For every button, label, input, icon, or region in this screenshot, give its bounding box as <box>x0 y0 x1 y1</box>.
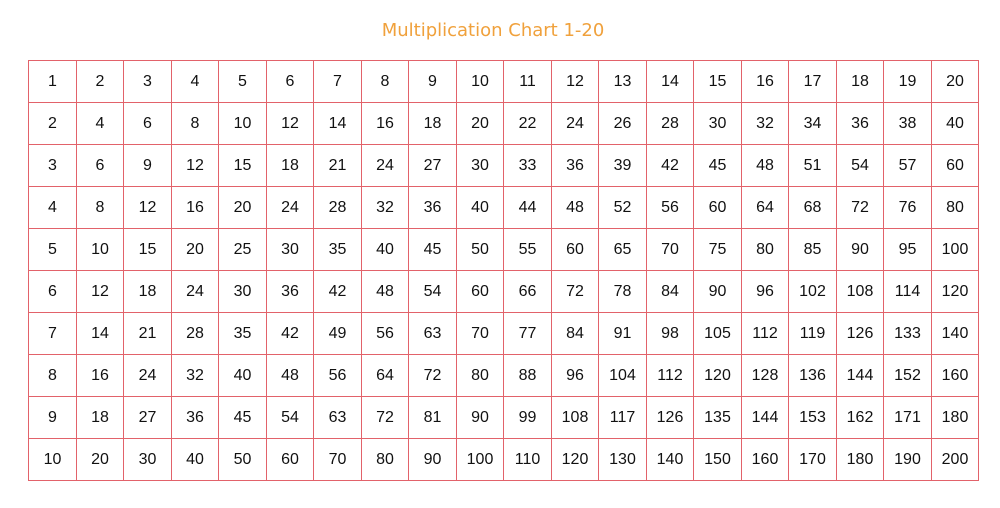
table-cell: 100 <box>457 439 504 481</box>
table-cell: 153 <box>789 397 837 439</box>
table-cell: 140 <box>647 439 694 481</box>
table-cell: 160 <box>932 355 979 397</box>
table-cell: 44 <box>504 187 552 229</box>
table-cell: 26 <box>599 103 647 145</box>
table-cell: 126 <box>647 397 694 439</box>
table-cell: 48 <box>742 145 789 187</box>
table-cell: 18 <box>267 145 314 187</box>
table-cell: 10 <box>77 229 124 271</box>
table-cell: 12 <box>77 271 124 313</box>
table-cell: 40 <box>932 103 979 145</box>
table-cell: 60 <box>932 145 979 187</box>
table-cell: 36 <box>837 103 884 145</box>
table-cell: 56 <box>314 355 362 397</box>
table-cell: 108 <box>552 397 599 439</box>
table-cell: 17 <box>789 61 837 103</box>
table-cell: 48 <box>267 355 314 397</box>
table-cell: 6 <box>267 61 314 103</box>
table-cell: 108 <box>837 271 884 313</box>
table-cell: 32 <box>742 103 789 145</box>
table-row <box>29 397 979 439</box>
table-cell: 27 <box>124 397 172 439</box>
table-cell: 24 <box>172 271 219 313</box>
table-cell: 104 <box>599 355 647 397</box>
table-cell: 136 <box>789 355 837 397</box>
table-cell: 100 <box>932 229 979 271</box>
table-cell: 144 <box>742 397 789 439</box>
table-cell: 2 <box>77 61 124 103</box>
table-cell: 72 <box>362 397 409 439</box>
table-cell: 140 <box>932 313 979 355</box>
table-cell: 80 <box>362 439 409 481</box>
table-cell: 27 <box>409 145 457 187</box>
table-cell: 65 <box>599 229 647 271</box>
table-cell: 180 <box>932 397 979 439</box>
table-cell: 12 <box>267 103 314 145</box>
table-cell: 30 <box>124 439 172 481</box>
table-cell: 18 <box>77 397 124 439</box>
table-cell: 54 <box>837 145 884 187</box>
table-cell: 96 <box>742 271 789 313</box>
table-cell: 21 <box>314 145 362 187</box>
table-cell: 120 <box>694 355 742 397</box>
table-row <box>29 439 979 481</box>
table-cell: 76 <box>884 187 932 229</box>
table-cell: 12 <box>124 187 172 229</box>
table-cell: 81 <box>409 397 457 439</box>
table-cell: 3 <box>124 61 172 103</box>
table-cell: 14 <box>314 103 362 145</box>
table-cell: 28 <box>314 187 362 229</box>
table-row <box>29 103 979 145</box>
table-cell: 30 <box>219 271 267 313</box>
table-cell: 20 <box>172 229 219 271</box>
table-cell: 66 <box>504 271 552 313</box>
table-cell: 6 <box>29 271 77 313</box>
table-cell: 10 <box>457 61 504 103</box>
table-cell: 120 <box>552 439 599 481</box>
table-cell: 200 <box>932 439 979 481</box>
table-cell: 40 <box>219 355 267 397</box>
table-cell: 18 <box>409 103 457 145</box>
table-cell: 45 <box>694 145 742 187</box>
table-cell: 112 <box>647 355 694 397</box>
table-cell: 75 <box>694 229 742 271</box>
table-cell: 30 <box>457 145 504 187</box>
table-cell: 18 <box>124 271 172 313</box>
table-cell: 50 <box>219 439 267 481</box>
table-cell: 12 <box>552 61 599 103</box>
table-cell: 105 <box>694 313 742 355</box>
table-cell: 98 <box>647 313 694 355</box>
table-cell: 120 <box>932 271 979 313</box>
table-cell: 96 <box>552 355 599 397</box>
table-cell: 90 <box>457 397 504 439</box>
table-cell: 70 <box>314 439 362 481</box>
table-cell: 8 <box>77 187 124 229</box>
table-cell: 70 <box>647 229 694 271</box>
table-cell: 24 <box>124 355 172 397</box>
table-cell: 56 <box>647 187 694 229</box>
table-cell: 72 <box>409 355 457 397</box>
table-cell: 60 <box>457 271 504 313</box>
table-row <box>29 61 979 103</box>
table-cell: 32 <box>172 355 219 397</box>
table-cell: 7 <box>314 61 362 103</box>
table-cell: 90 <box>409 439 457 481</box>
table-cell: 16 <box>362 103 409 145</box>
table-cell: 133 <box>884 313 932 355</box>
table-cell: 36 <box>552 145 599 187</box>
table-cell: 25 <box>219 229 267 271</box>
table-cell: 8 <box>172 103 219 145</box>
table-cell: 72 <box>837 187 884 229</box>
table-cell: 144 <box>837 355 884 397</box>
table-cell: 78 <box>599 271 647 313</box>
table-cell: 119 <box>789 313 837 355</box>
table-cell: 9 <box>124 145 172 187</box>
table-cell: 30 <box>694 103 742 145</box>
table-cell: 84 <box>552 313 599 355</box>
table-cell: 42 <box>314 271 362 313</box>
table-cell: 112 <box>742 313 789 355</box>
table-cell: 20 <box>219 187 267 229</box>
table-cell: 51 <box>789 145 837 187</box>
table-cell: 19 <box>884 61 932 103</box>
table-cell: 130 <box>599 439 647 481</box>
table-cell: 35 <box>219 313 267 355</box>
table-row <box>29 145 979 187</box>
multiplication-table <box>28 60 979 481</box>
table-cell: 63 <box>314 397 362 439</box>
table-cell: 90 <box>837 229 884 271</box>
table-cell: 35 <box>314 229 362 271</box>
table-cell: 1 <box>29 61 77 103</box>
table-cell: 16 <box>77 355 124 397</box>
table-cell: 40 <box>172 439 219 481</box>
table-cell: 128 <box>742 355 789 397</box>
table-cell: 38 <box>884 103 932 145</box>
table-cell: 63 <box>409 313 457 355</box>
table-cell: 99 <box>504 397 552 439</box>
table-cell: 7 <box>29 313 77 355</box>
table-cell: 30 <box>267 229 314 271</box>
table-cell: 15 <box>694 61 742 103</box>
table-cell: 150 <box>694 439 742 481</box>
table-cell: 24 <box>267 187 314 229</box>
table-cell: 117 <box>599 397 647 439</box>
table-cell: 6 <box>124 103 172 145</box>
table-cell: 85 <box>789 229 837 271</box>
table-cell: 9 <box>409 61 457 103</box>
table-cell: 34 <box>789 103 837 145</box>
table-cell: 152 <box>884 355 932 397</box>
table-cell: 36 <box>172 397 219 439</box>
table-cell: 48 <box>362 271 409 313</box>
table-cell: 45 <box>409 229 457 271</box>
table-cell: 60 <box>694 187 742 229</box>
table-cell: 68 <box>789 187 837 229</box>
table-cell: 126 <box>837 313 884 355</box>
table-cell: 24 <box>362 145 409 187</box>
table-cell: 80 <box>742 229 789 271</box>
table-cell: 77 <box>504 313 552 355</box>
table-cell: 180 <box>837 439 884 481</box>
table-cell: 11 <box>504 61 552 103</box>
table-cell: 21 <box>124 313 172 355</box>
table-cell: 5 <box>219 61 267 103</box>
table-cell: 56 <box>362 313 409 355</box>
table-cell: 50 <box>457 229 504 271</box>
table-cell: 18 <box>837 61 884 103</box>
table-row <box>29 187 979 229</box>
table-cell: 4 <box>172 61 219 103</box>
table-cell: 16 <box>742 61 789 103</box>
table-cell: 54 <box>409 271 457 313</box>
table-cell: 16 <box>172 187 219 229</box>
table-cell: 33 <box>504 145 552 187</box>
table-cell: 6 <box>77 145 124 187</box>
table-cell: 64 <box>362 355 409 397</box>
table-cell: 5 <box>29 229 77 271</box>
table-cell: 55 <box>504 229 552 271</box>
table-cell: 8 <box>29 355 77 397</box>
table-cell: 84 <box>647 271 694 313</box>
table-cell: 15 <box>124 229 172 271</box>
table-cell: 22 <box>504 103 552 145</box>
table-cell: 4 <box>29 187 77 229</box>
table-cell: 3 <box>29 145 77 187</box>
table-cell: 64 <box>742 187 789 229</box>
table-cell: 170 <box>789 439 837 481</box>
table-cell: 32 <box>362 187 409 229</box>
table-cell: 28 <box>172 313 219 355</box>
table-cell: 40 <box>362 229 409 271</box>
table-cell: 114 <box>884 271 932 313</box>
table-cell: 49 <box>314 313 362 355</box>
table-cell: 160 <box>742 439 789 481</box>
table-cell: 135 <box>694 397 742 439</box>
table-cell: 54 <box>267 397 314 439</box>
table-cell: 60 <box>552 229 599 271</box>
table-cell: 20 <box>457 103 504 145</box>
table-cell: 190 <box>884 439 932 481</box>
table-row <box>29 313 979 355</box>
table-cell: 110 <box>504 439 552 481</box>
table-cell: 40 <box>457 187 504 229</box>
table-cell: 36 <box>409 187 457 229</box>
table-row <box>29 229 979 271</box>
table-cell: 52 <box>599 187 647 229</box>
table-cell: 36 <box>267 271 314 313</box>
table-cell: 102 <box>789 271 837 313</box>
table-cell: 48 <box>552 187 599 229</box>
table-cell: 8 <box>362 61 409 103</box>
table-cell: 4 <box>77 103 124 145</box>
table-cell: 14 <box>647 61 694 103</box>
table-cell: 45 <box>219 397 267 439</box>
table-cell: 80 <box>457 355 504 397</box>
table-cell: 88 <box>504 355 552 397</box>
table-cell: 162 <box>837 397 884 439</box>
page-title: Multiplication Chart 1-20 <box>381 20 605 41</box>
table-row <box>29 271 979 313</box>
table-cell: 14 <box>77 313 124 355</box>
table-cell: 2 <box>29 103 77 145</box>
table-row <box>29 355 979 397</box>
table-cell: 70 <box>457 313 504 355</box>
table-cell: 28 <box>647 103 694 145</box>
table-cell: 42 <box>267 313 314 355</box>
table-cell: 42 <box>647 145 694 187</box>
table-cell: 39 <box>599 145 647 187</box>
table-cell: 95 <box>884 229 932 271</box>
table-cell: 90 <box>694 271 742 313</box>
table-cell: 171 <box>884 397 932 439</box>
table-cell: 60 <box>267 439 314 481</box>
table-cell: 24 <box>552 103 599 145</box>
table-cell: 20 <box>932 61 979 103</box>
table-cell: 10 <box>219 103 267 145</box>
table-cell: 91 <box>599 313 647 355</box>
table-cell: 15 <box>219 145 267 187</box>
table-cell: 13 <box>599 61 647 103</box>
table-cell: 72 <box>552 271 599 313</box>
table-cell: 20 <box>77 439 124 481</box>
table-cell: 9 <box>29 397 77 439</box>
table-cell: 10 <box>29 439 77 481</box>
table-cell: 12 <box>172 145 219 187</box>
table-cell: 80 <box>932 187 979 229</box>
table-cell: 57 <box>884 145 932 187</box>
